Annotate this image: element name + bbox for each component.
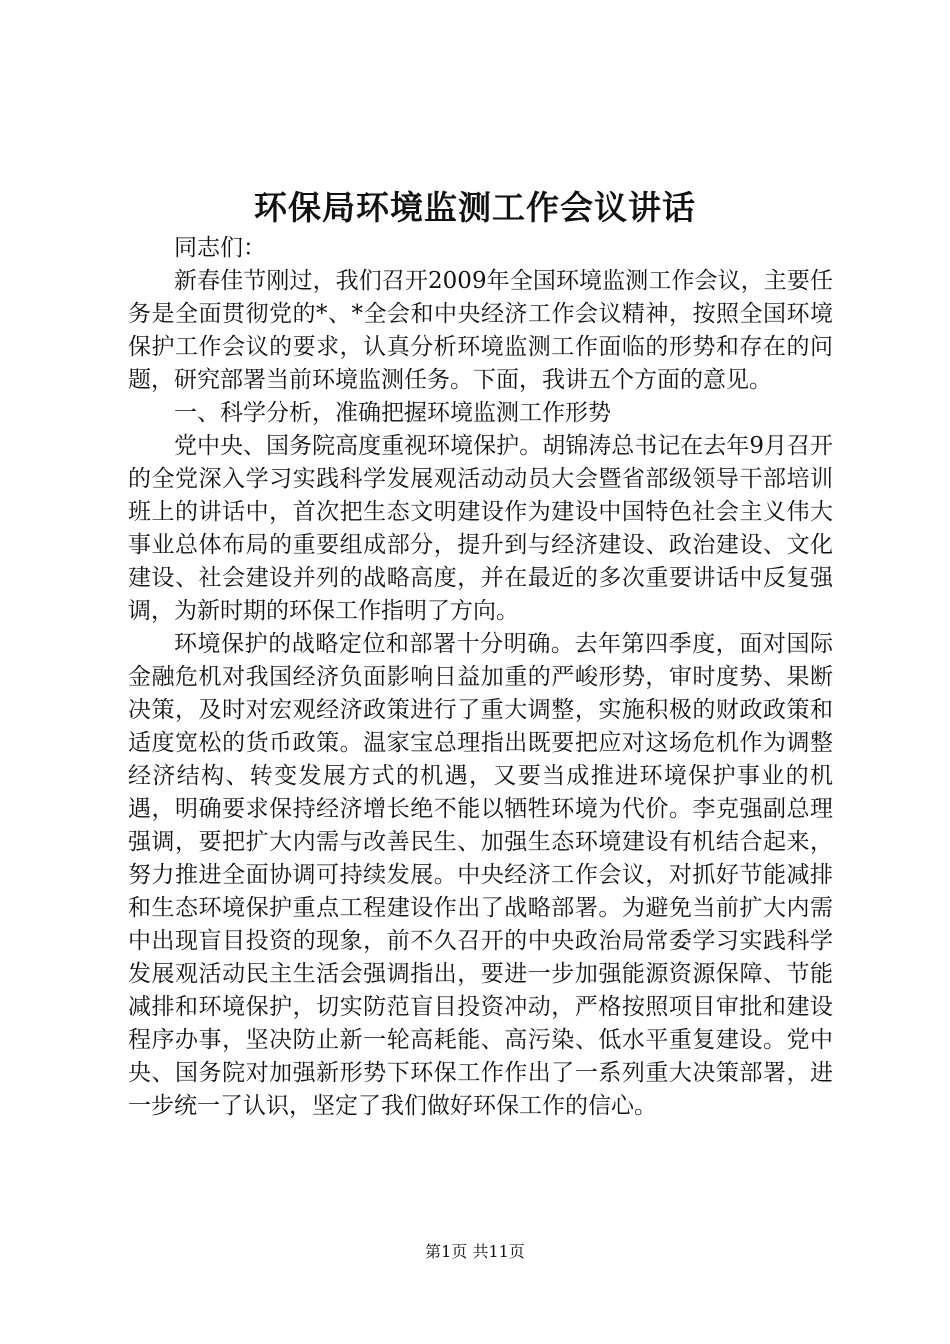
document-title: 环保局环境监测工作会议讲话 — [254, 188, 696, 227]
body-paragraph-1: 党中央、国务院高度重视环境保护。胡锦涛总书记在去年9月召开的全党深入学习实践科学发展观活动动员大会暨省部级领导干部培训班上的讲话中，首次把生态文明建设作为建设中国特色社会主义伟大事业总体布局的重要组成部分，提升到与经济建设、政治建设、文化建设、社会建设并列的战略高度，并在最近的多次重要讲话中反复强调，为新时期的环保工作指明了方向。 — [128, 433, 833, 624]
body-paragraph-2: 环境保护的战略定位和部署十分明确。去年第四季度，面对国际金融危机对我国经济负面影响日益加重的严峻形势，审时度势、果断决策，及时对宏观经济政策进行了重大调整，实施积极的财政政策和适度宽松的货币政策。温家宝总理指出既要把应对这场危机作为调整经济结构、转变发展方式的机遇，又要当成推进环境保护事业的机遇，明确要求保持经济增长绝不能以牺牲环境为代价。李克强副总理强调，要把扩大内需与改善民生、加强生态环境建设有机结合起来，努力推进全面协调可持续发展。中央经济工作会议，对抓好节能减排和生态环境保护重点工程建设作出了战略部署。为避免当前扩大内需中出现盲目投资的现象，前不久召开的中央政治局常委学习实践科学发展观活动民主生活会强调指出，要进一步加强能源资源保障、节能减排和环境保护，切实防范盲目投资冲动，严格按照项目审批和建设程序办事，坚决防止新一轮高耗能、高污染、低水平重复建设。党中央、国务院对加强新形势下环保工作作出了一系列重大决策部署，进一步统一了认识，坚定了我们做好环保工作的信心。 — [128, 631, 833, 1119]
page-footer: 第1页 共11页 — [425, 1242, 525, 1261]
document-body — [128, 232, 833, 1123]
intro-paragraph: 新春佳节刚过，我们召开2009年全国环境监测工作会议，主要任务是全面贯彻党的*、*全会和中央经济工作会议精神，按照全国环境保护工作会议的要求，认真分析环境监测工作面临的形势和存在的问题，研究部署当前环境监测任务。下面，我讲五个方面的意见。 — [128, 268, 833, 393]
section-heading-1: 一、科学分析，准确把握环境监测工作形势 — [174, 400, 611, 426]
salutation-paragraph: 同志们： — [174, 235, 266, 261]
